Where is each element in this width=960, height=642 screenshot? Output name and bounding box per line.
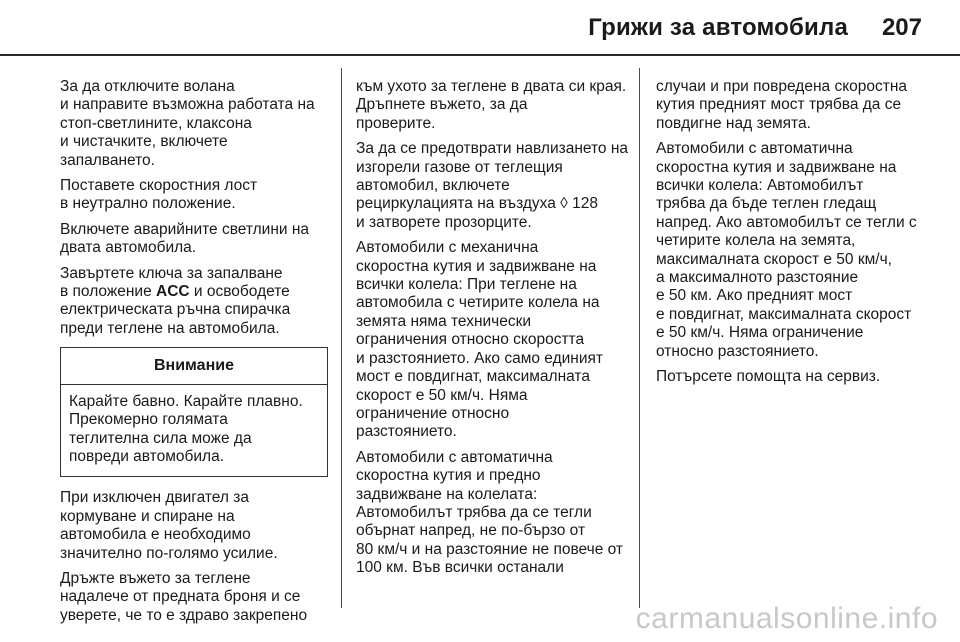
header-divider bbox=[0, 54, 960, 56]
text-column-2 bbox=[356, 78, 632, 585]
column-divider-1 bbox=[341, 68, 342, 608]
column-divider-2 bbox=[639, 68, 640, 608]
paragraph-hazard-lights: Включете аварийните светлини на двата автомобила. bbox=[60, 220, 310, 257]
caution-title: Внимание bbox=[61, 348, 327, 384]
paragraph-exhaust-gases: За да се предотврати навлизането на изгорели газове от теглещия автомобил, включете рециркулацията на въздуха ◊ 128 и затворете прозорците. bbox=[356, 140, 629, 231]
page-header bbox=[0, 0, 960, 60]
paragraph-service-help: Потърсете помощта на сервиз. bbox=[656, 368, 881, 386]
paragraph-automatic-awd: Автомобили с автоматична скоростна кутия и задвижване на всички колела: Автомобилът трябва да бъде теглен гледащ напред. Ако автомобилът се тегли с четирите колела на земята, максималната скорост е 50 км/ч, а максималното разстояние е 50 км. Ако предният мост е повдигнат, максималната скорост е 50 км/ч. Няма ограничение относно разстоянието. bbox=[656, 140, 917, 360]
paragraph-manual-awd: Автомобили с механична скоростна кутия и задвижване на всички колела: При теглене на автомобила с четирите колела на земята няма технически ограничения относно скоростта и разстоянието. Ако само единият мост е повдигнат, максималната скорост е 50 км/ч. Няма ограничение относно разстоянието. bbox=[356, 239, 604, 441]
watermark: carmanualsonline.info bbox=[635, 602, 938, 635]
paragraph-ignition-acc: Завъртете ключа за запалване в положение ACC и освободете електрическата ръчна спирачка преди теглене на автомобила. bbox=[60, 264, 291, 337]
paragraph-engine-off: При изключен двигател за кормуване и спиране на автомобила е необходимо значително по-голямо усилие. bbox=[60, 489, 278, 562]
page-reference-link[interactable]: ◊ 128 bbox=[560, 195, 598, 213]
acc-position: ACC bbox=[156, 283, 190, 301]
page-title: Грижи за автомобила bbox=[588, 14, 848, 41]
caution-box bbox=[60, 347, 328, 477]
paragraph-neutral-gear: Поставете скоростния лост в неутрално положение. bbox=[60, 177, 258, 213]
page-number: 207 bbox=[881, 14, 922, 41]
paragraph-tow-eye: към ухото за теглене в двата си края. Дръпнете въжето, за да проверите. bbox=[356, 78, 627, 132]
text-column-1 bbox=[60, 78, 328, 632]
paragraph-tow-rope: Дръжте въжето за теглене надалече от предната броня и се уверете, че то е здраво закрепено bbox=[60, 569, 308, 624]
paragraph-unlock-steering: За да отключите волана и направите възможна работата на стоп-светлините, клаксона и чистачките, включете запалването. bbox=[60, 78, 315, 169]
text-column-3 bbox=[656, 78, 924, 394]
caution-text: Карайте бавно. Карайте плавно. Прекомерно голямата теглителна сила може да повреди автомобила. bbox=[69, 392, 303, 465]
paragraph-automatic-fwd: Автомобили с автоматична скоростна кутия и предно задвижване на колелата: Автомобилът трябва да се тегли обърнат напред, не по-бързо от 80 км/ч и на разстояние не повече от 100 км. Във всички останали bbox=[356, 448, 624, 577]
paragraph-damaged-gearbox: случаи и при повредена скоростна кутия предният мост трябва да се повдигне над земята. bbox=[656, 78, 908, 132]
